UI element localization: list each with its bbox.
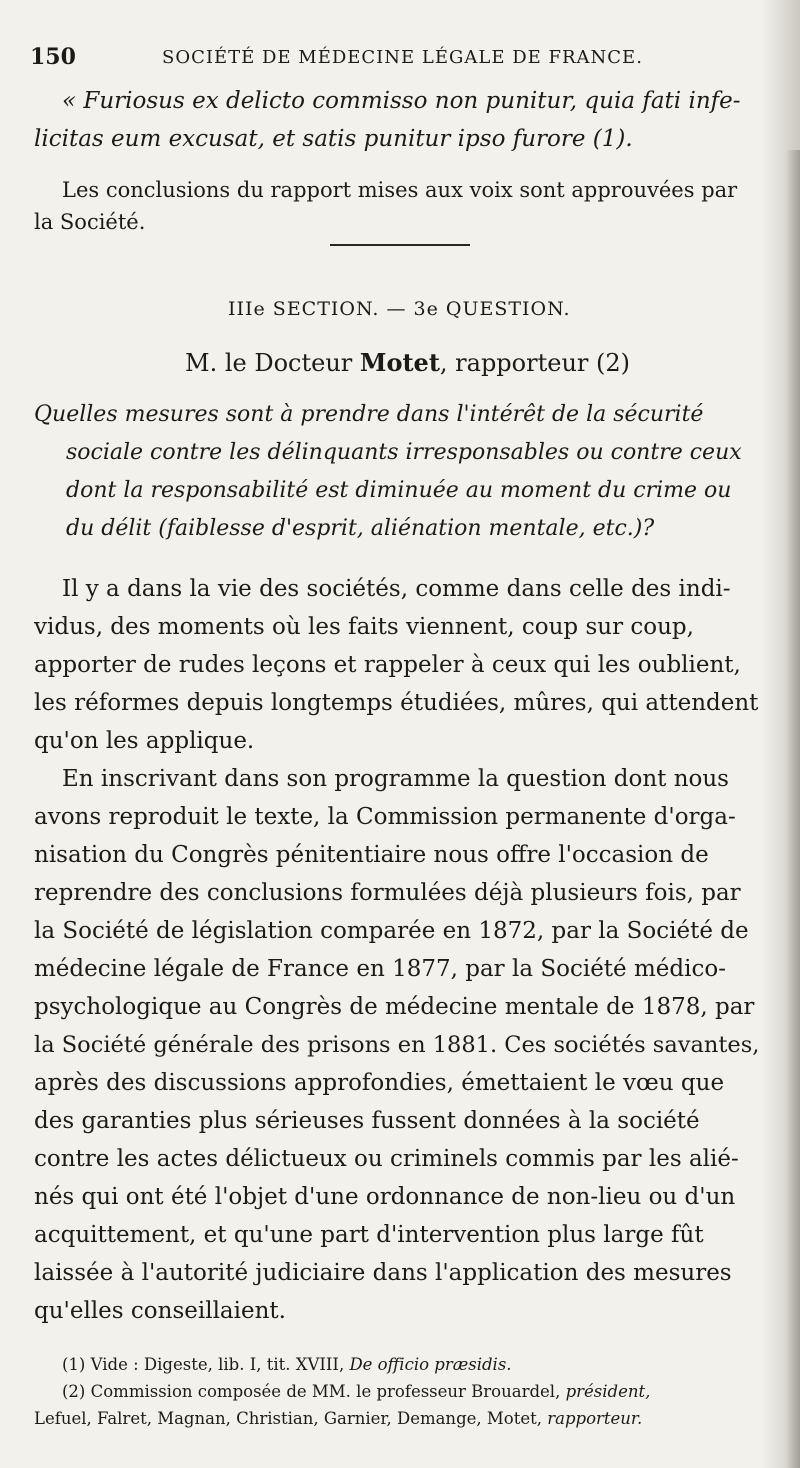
page-edge-shadow-dark xyxy=(786,150,800,1468)
paragraph2-line-3: nisation du Congrès pénitentiaire nous offre l'occasion de xyxy=(34,842,709,868)
reporter-name: Motet xyxy=(359,348,440,377)
paragraph1-line-1: Il y a dans la vie des sociétés, comme dans celle des indi- xyxy=(62,576,731,602)
paragraph2-line-14: laissée à l'autorité judiciaire dans l'application des mesures xyxy=(34,1260,732,1286)
reporter-line xyxy=(185,348,630,377)
question-line-1: Quelles mesures sont à prendre dans l'intérêt de la sécurité xyxy=(34,402,704,427)
paragraph2-line-4: reprendre des conclusions formulées déjà plusieurs fois, par xyxy=(34,880,741,906)
question-line-2: sociale contre les délinquants irresponsables ou contre ceux xyxy=(66,440,742,465)
running-title: SOCIÉTÉ DE MÉDECINE LÉGALE DE FRANCE. xyxy=(162,47,643,68)
paragraph2-line-6: médecine légale de France en 1877, par la Société médico- xyxy=(34,956,726,982)
reporter-prefix: M. le Docteur xyxy=(185,349,360,377)
section-divider xyxy=(330,244,470,246)
conclusion-line-1: Les conclusions du rapport mises aux voix sont approuvées par xyxy=(62,178,738,202)
paragraph2-line-11: contre les actes délictueux ou criminels commis par les alié- xyxy=(34,1146,739,1172)
footnote-2-continued xyxy=(34,1409,642,1428)
running-header xyxy=(30,44,770,84)
footnote-1-text: (1) Vide : Digeste, lib. I, tit. XVIII, xyxy=(62,1355,350,1374)
question-line-3: dont la responsabilité est diminuée au moment du crime ou xyxy=(66,478,732,503)
footnote-1-title: De officio præsidis. xyxy=(349,1355,512,1374)
section-heading: IIIe SECTION. — 3e QUESTION. xyxy=(228,298,571,320)
footnote-1 xyxy=(62,1355,512,1374)
paragraph2-line-1: En inscrivant dans son programme la question dont nous xyxy=(62,766,729,792)
paragraph1-line-2: vidus, des moments où les faits viennent, coup sur coup, xyxy=(34,614,694,640)
paragraph1-line-5: qu'on les applique. xyxy=(34,728,255,754)
paragraph2-line-5: la Société de législation comparée en 1872, par la Société de xyxy=(34,918,749,944)
footnote-2 xyxy=(62,1382,650,1401)
footnote-2-names: Lefuel, Falret, Magnan, Christian, Garnier, Demange, Motet, xyxy=(34,1409,548,1428)
paragraph2-line-13: acquittement, et qu'une part d'intervention plus large fût xyxy=(34,1222,704,1248)
paragraph1-line-3: apporter de rudes leçons et rappeler à ceux qui les oublient, xyxy=(34,652,741,678)
paragraph2-line-15: qu'elles conseillaient. xyxy=(34,1298,286,1324)
quote-line-2: licitas eum excusat, et satis punitur ipso furore (1). xyxy=(34,126,633,152)
paragraph2-line-7: psychologique au Congrès de médecine mentale de 1878, par xyxy=(34,994,755,1020)
paragraph1-line-4: les réformes depuis longtemps étudiées, mûres, qui attendent xyxy=(34,690,759,716)
conclusion-line-2: la Société. xyxy=(34,210,146,234)
page-number: 150 xyxy=(30,44,76,70)
paragraph2-line-8: la Société générale des prisons en 1881. Ces sociétés savantes, xyxy=(34,1032,760,1058)
paragraph2-line-2: avons reproduit le texte, la Commission permanente d'orga- xyxy=(34,804,736,830)
paragraph2-line-9: après des discussions approfondies, émettaient le vœu que xyxy=(34,1070,725,1096)
footnote-2-reporter-role: rapporteur. xyxy=(547,1409,643,1428)
paragraph2-line-12: nés qui ont été l'objet d'une ordonnance de non-lieu ou d'un xyxy=(34,1184,736,1210)
paragraph2-line-10: des garanties plus sérieuses fussent données à la société xyxy=(34,1108,700,1134)
footnote-2-text: (2) Commission composée de MM. le professeur Brouardel, xyxy=(62,1382,566,1401)
reporter-suffix: , rapporteur (2) xyxy=(439,349,630,377)
question-line-4: du délit (faiblesse d'esprit, aliénation mentale, etc.)? xyxy=(66,516,655,541)
footnote-2-role: président, xyxy=(565,1382,651,1401)
quote-line-1: « Furiosus ex delicto commisso non punitur, quia fati infe- xyxy=(62,88,741,114)
